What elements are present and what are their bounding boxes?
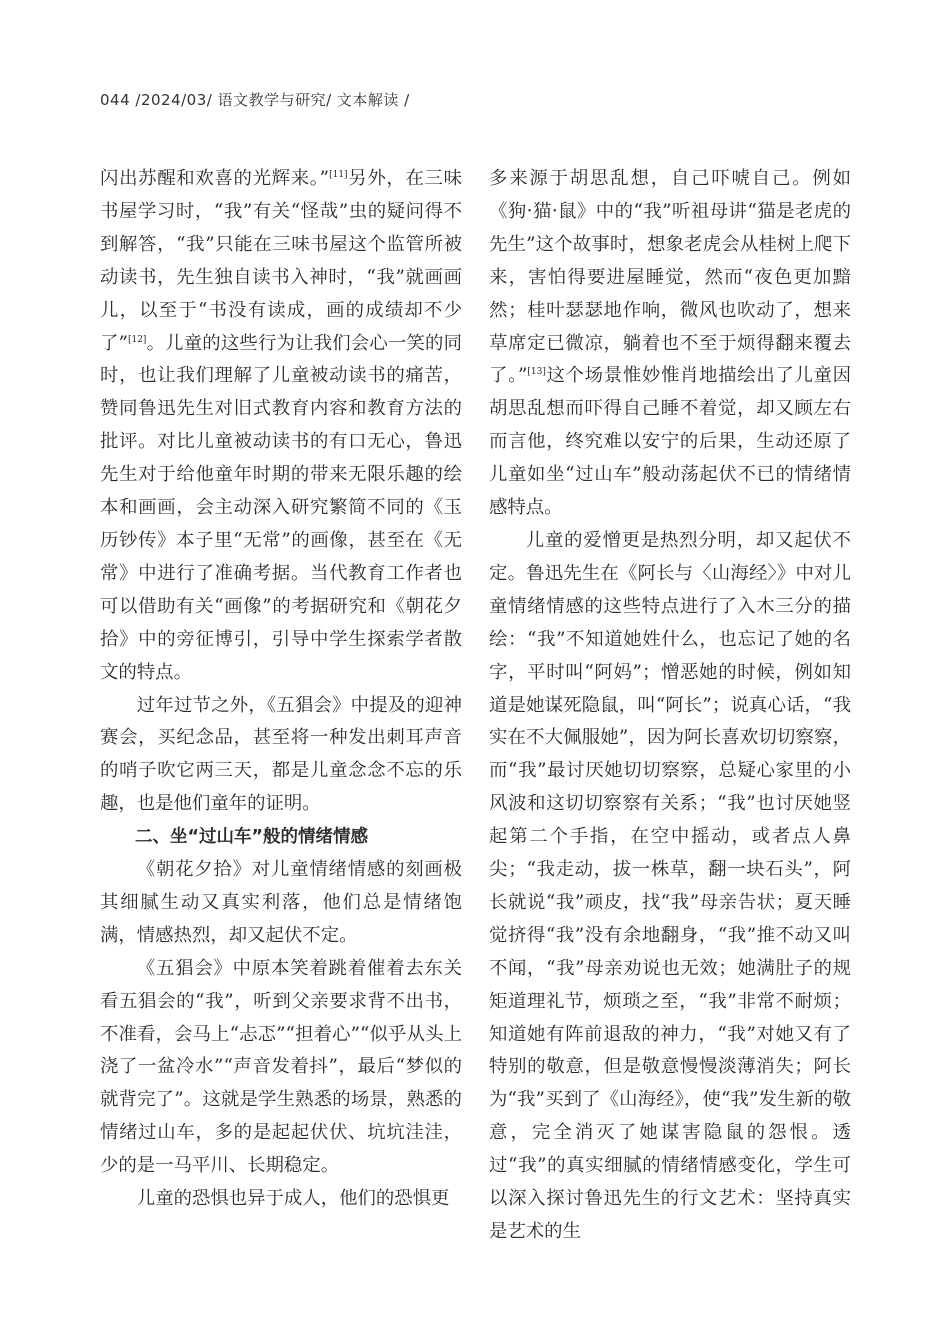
paragraph-text: 这个场景惟妙惟肖地描绘出了儿童因胡思乱想而吓得自己睡不着觉，却又顾左右而言他，终究难以安宁的后果，生动还原了儿童如坐“过山车”般动荡起伏不已的情绪情感特点。	[489, 365, 851, 519]
citation-marker: [12]	[127, 334, 147, 345]
citation-marker: [13]	[527, 367, 546, 378]
paragraph: 《五猖会》中原本笑着跳着催着去东关看五猖会的“我”，听到父亲要求背不出书，不准看，会马上“忐忑”“担着心”“似乎从头上浇了一盆冷水”“声音发着抖”，最后“梦似的就背完了”。这就是学生熟悉的场景，熟悉的情绪过山车，多的是起起伏伏、坑坑洼洼，少的是一马平川、长期稳定。	[100, 957, 462, 1177]
section-heading: 二、坐“过山车”般的情绪情感	[135, 827, 369, 848]
paragraph: 儿童的爱憎更是热烈分明，却又起伏不定。鲁迅先生在《阿长与〈山海经〉》中对儿童情绪情感的这些特点进行了入木三分的描绘：“我”不知道她姓什么，也忘记了她的名字，平时叫“阿妈”；憎恶她的时候，例如知道是她谋死隐鼠，叫“阿长”；说真心话，“我实在不大佩服她”，因为阿长喜欢切切察察，而“我”最讨厌她切切察察，总疑心家里的小风波和这切切察察有关系；“我”也讨厌她竖起第二个手指，在空中摇动，或者点人鼻尖；“我走动，拔一株草，翻一块石头”，阿长就说“我”顽皮，找“我”母亲告状；夏天睡觉挤得“我”没有余地翻身，“我”推不动又叫不闻，“我”母亲劝说也无效；她满肚子的规矩道理礼节，烦琐之至，“我”非常不耐烦；知道她有阵前退敌的神力，“我”对她又有了特别的敬意，但是敬意慢慢淡薄消失；阿长为“我”买到了《山海经》，使“我”发生新的敬意，完全消灭了她谋害隐鼠的怨恨。透过“我”的真实细腻的情绪情感变化，学生可以深入探讨鲁迅先生的行文艺术：坚持真实是艺术的生	[489, 529, 851, 1242]
running-header: 044 /2024/03/ 语文教学与研究/ 文本解读 /	[100, 91, 410, 109]
right-column	[489, 163, 851, 1249]
paragraph	[100, 163, 462, 690]
paragraph: 《朝花夕拾》对儿童情绪情感的刻画极其细腻生动又真实利落，他们总是情绪饱满，情感热烈，却又起伏不定。	[100, 859, 462, 946]
paragraph-text: 闪出苏醒和欢喜的光辉来。”	[100, 168, 330, 189]
left-column	[100, 163, 462, 1216]
paragraph-text: 多来源于胡思乱想，自己吓唬自己。例如《狗·猫·鼠》中的“我”听祖母讲“猫是老虎的先生”这个故事时，想象老虎会从桂树上爬下来，害怕得要进屋睡觉，然而“夜色更加黯然；桂叶瑟瑟地作响，微风也吹动了，想来草席定已微凉，躺着也不至于烦得翻来覆去了。”	[489, 168, 851, 387]
paragraph-text: 。儿童的这些行为让我们会心一笑的同时，也让我们理解了儿童被动读书的痛苦，赞同鲁迅先生对旧式教育内容和教育方法的批评。对比儿童被动读书的有口无心，鲁迅先生对于给他童年时期的带来无限乐趣的绘本和画画，会主动深入研究繁简不同的《玉历钞传》本子里“无常”的画像，甚至在《无常》中进行了准确考据。当代教育工作者也可以借助有关“画像”的考据研究和《朝花夕拾》中的旁征博引，引导中学生探索学者散文的特点。	[100, 332, 462, 683]
paragraph-text: 另外，在三味书屋学习时，“我”有关“怪哉”虫的疑问得不到解答，“我”只能在三味书屋这个监管所被动读书，先生独自读书入神时，“我”就画画儿，以至于“书没有读成，画的成绩却不少了”	[100, 168, 462, 354]
paragraph	[489, 163, 851, 525]
citation-marker: [11]	[329, 169, 348, 180]
paragraph: 儿童的恐惧也异于成人，他们的恐惧更	[136, 1188, 450, 1210]
paragraph: 过年过节之外，《五猖会》中提及的迎神赛会，买纪念品，甚至将一种发出刺耳声音的哨子吹它两三天，都是儿童念念不忘的乐趣，也是他们童年的证明。	[100, 694, 462, 815]
